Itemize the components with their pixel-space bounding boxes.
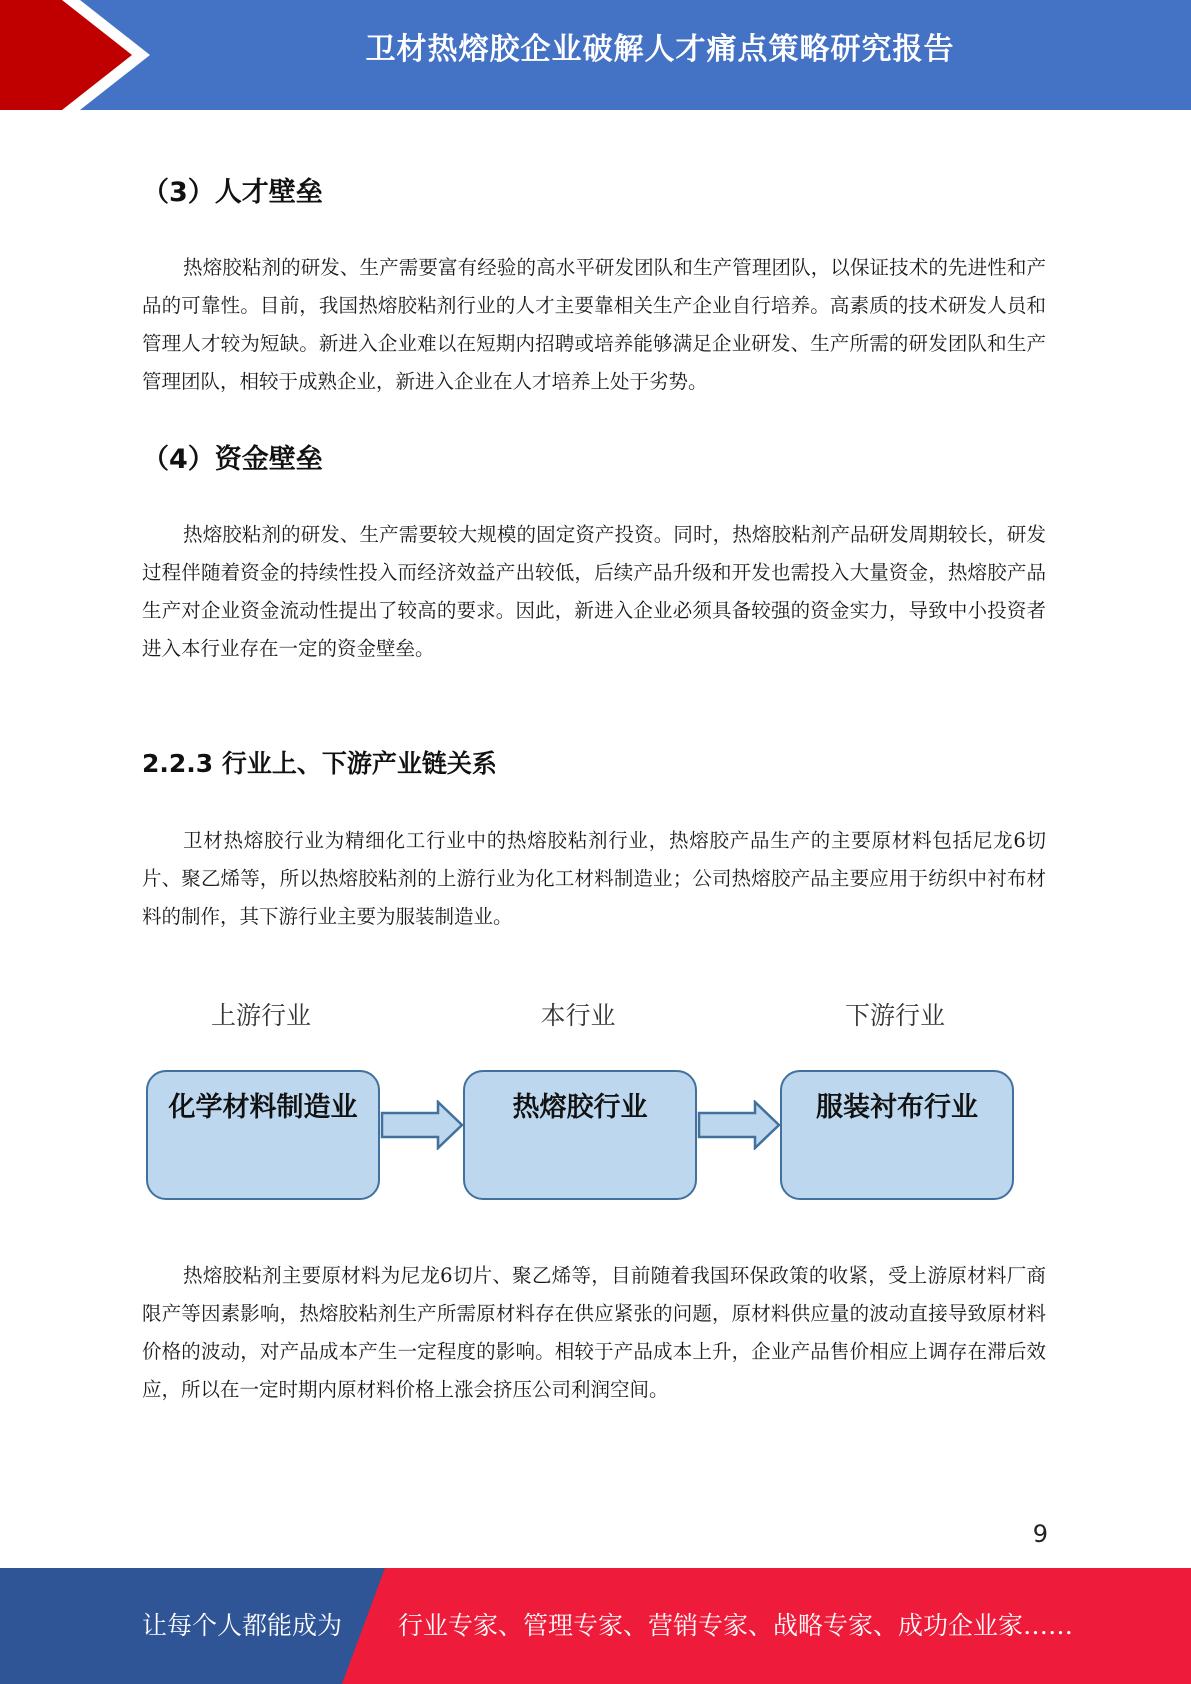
stage-box-upstream: 化学材料制造业	[146, 1070, 380, 1200]
industry-chain-diagram	[142, 990, 1032, 1210]
arrow-right-icon	[697, 1100, 782, 1150]
footer-slogan-left: 让每个人都能成为	[142, 1611, 343, 1640]
page-number: 9	[1032, 1520, 1048, 1548]
heading-capital-barrier: （4）资金壁垒	[142, 444, 323, 475]
paragraph-raw-materials: 热熔胶粘剂主要原材料为尼龙6切片、聚乙烯等，目前随着我国环保政策的收紧，受上游原材料厂商限产等因素影响，热熔胶粘剂生产所需原材料存在供应紧张的问题，原材料供应量的波动直接导致原材料价格的波动，对产品成本产生一定程度的影响。相较于产品成本上升，企业产品售价相应上调存在滞后效应，所以在一定时期内原材料价格上涨会挤压公司利润空间。	[142, 1264, 1046, 1401]
paragraph-capital-barrier: 热熔胶粘剂的研发、生产需要较大规模的固定资产投资。同时，热熔胶粘剂产品研发周期较长，研发过程伴随着资金的持续性投入而经济效益产出较低，后续产品升级和开发也需投入大量资金，热熔胶产品生产对企业资金流动性提出了较高的要求。因此，新进入企业必须具备较强的资金实力，导致中小投资者进入本行业存在一定的资金壁垒。	[142, 523, 1046, 660]
report-title: 卫材热熔胶企业破解人才痛点策略研究报告	[365, 32, 955, 67]
footer-slogan-right: 行业专家、管理专家、营销专家、战略专家、成功企业家……	[398, 1611, 1074, 1640]
page-footer	[0, 1568, 1191, 1684]
arrow-right-icon	[380, 1100, 465, 1150]
stage-label-upstream: 上游行业	[210, 1001, 311, 1030]
heading-talent-barrier: （3）人才壁垒	[142, 177, 323, 208]
stage-label-current: 本行业	[540, 1001, 616, 1030]
heading-industry-chain: 2.2.3 行业上、下游产业链关系	[142, 749, 497, 778]
page-header	[0, 0, 1191, 110]
stage-label-downstream: 下游行业	[844, 1001, 945, 1030]
stage-box-downstream: 服装衬布行业	[780, 1070, 1014, 1200]
paragraph-industry-chain: 卫材热熔胶行业为精细化工行业中的热熔胶粘剂行业，热熔胶产品生产的主要原材料包括尼龙6切片、聚乙烯等，所以热熔胶粘剂的上游行业为化工材料制造业；公司热熔胶产品主要应用于纺织中衬布材料的制作，其下游行业主要为服装制造业。	[142, 829, 1046, 928]
stage-box-current: 热熔胶行业	[463, 1070, 697, 1200]
paragraph-talent-barrier: 热熔胶粘剂的研发、生产需要富有经验的高水平研发团队和生产管理团队，以保证技术的先进性和产品的可靠性。目前，我国热熔胶粘剂行业的人才主要靠相关生产企业自行培养。高素质的技术研发人员和管理人才较为短缺。新进入企业难以在短期内招聘或培养能够满足企业研发、生产所需的研发团队和生产管理团队，相较于成熟企业，新进入企业在人才培养上处于劣势。	[142, 256, 1046, 393]
